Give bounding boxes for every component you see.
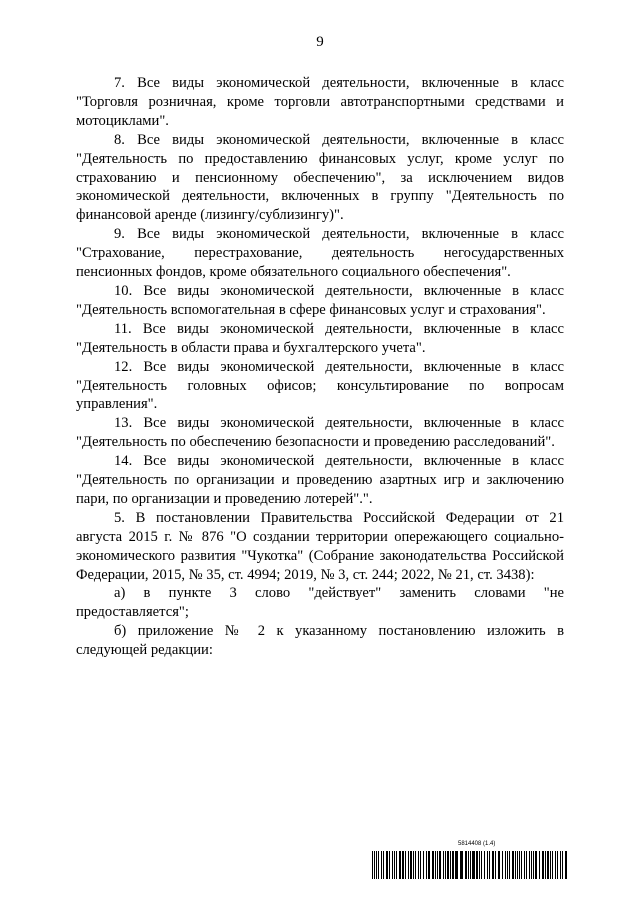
paragraph-item-7: 7. Все виды экономической деятельности, включенные в класс "Торговля розничная, кроме торговли автотранспортными средствами и мотоциклами".	[76, 75, 564, 129]
paragraph-item-9: 9. Все виды экономической деятельности, включенные в класс "Страхование, перестрахование, деятельность негосударственных пенсионных фондов, кроме обязательного социального обеспечения".	[76, 226, 564, 281]
paragraph-subitem-b: б) приложение № 2 к указанному постановлению изложить в следующей редакции:	[76, 623, 564, 659]
paragraph-item-10: 10. Все виды экономической деятельности, включенные в класс "Деятельность вспомогательная в сфере финансовых услуг и страхования".	[76, 282, 564, 318]
paragraph-item-14: 14. Все виды экономической деятельности, включенные в класс "Деятельность по организации и проведению азартных игр и заключению пари, по организации и проведению лотерей".".	[76, 453, 564, 507]
document-body	[76, 74, 564, 660]
barcode-icon	[372, 851, 568, 879]
paragraph-section-5: 5. В постановлении Правительства Российской Федерации от 21 августа 2015 г. № 876 "О создании территории опережающего социально-экономического развития "Чукотка" (Собрание законодательства Российской Федерации, 2015, № 35, ст. 4994; 2019, № 3, ст. 244; 2022, № 21, ст. 3438):	[76, 509, 564, 583]
paragraph-item-13: 13. Все виды экономической деятельности, включенные в класс "Деятельность по обеспечению безопасности и проведению расследований".	[76, 415, 564, 451]
paragraph-item-11: 11. Все виды экономической деятельности, включенные в класс "Деятельность в области права и бухгалтерского учета".	[76, 320, 564, 356]
paragraph-item-12: 12. Все виды экономической деятельности, включенные в класс "Деятельность головных офисов; консультирование по вопросам управления".	[76, 358, 564, 413]
barcode-label: 5814408 (1.4)	[458, 841, 496, 847]
page-number: 9	[316, 34, 324, 50]
paragraph-item-8: 8. Все виды экономической деятельности, включенные в класс "Деятельность по предоставлению финансовых услуг, кроме услуг по страхованию и пенсионному обеспечению", за исключением видов экономической деятельности, включенных в группу "Деятельность по финансовой аренде (лизингу/сублизингу)".	[76, 131, 564, 224]
paragraph-subitem-a: а) в пункте 3 слово "действует" заменить словами "не предоставляется";	[76, 585, 564, 621]
